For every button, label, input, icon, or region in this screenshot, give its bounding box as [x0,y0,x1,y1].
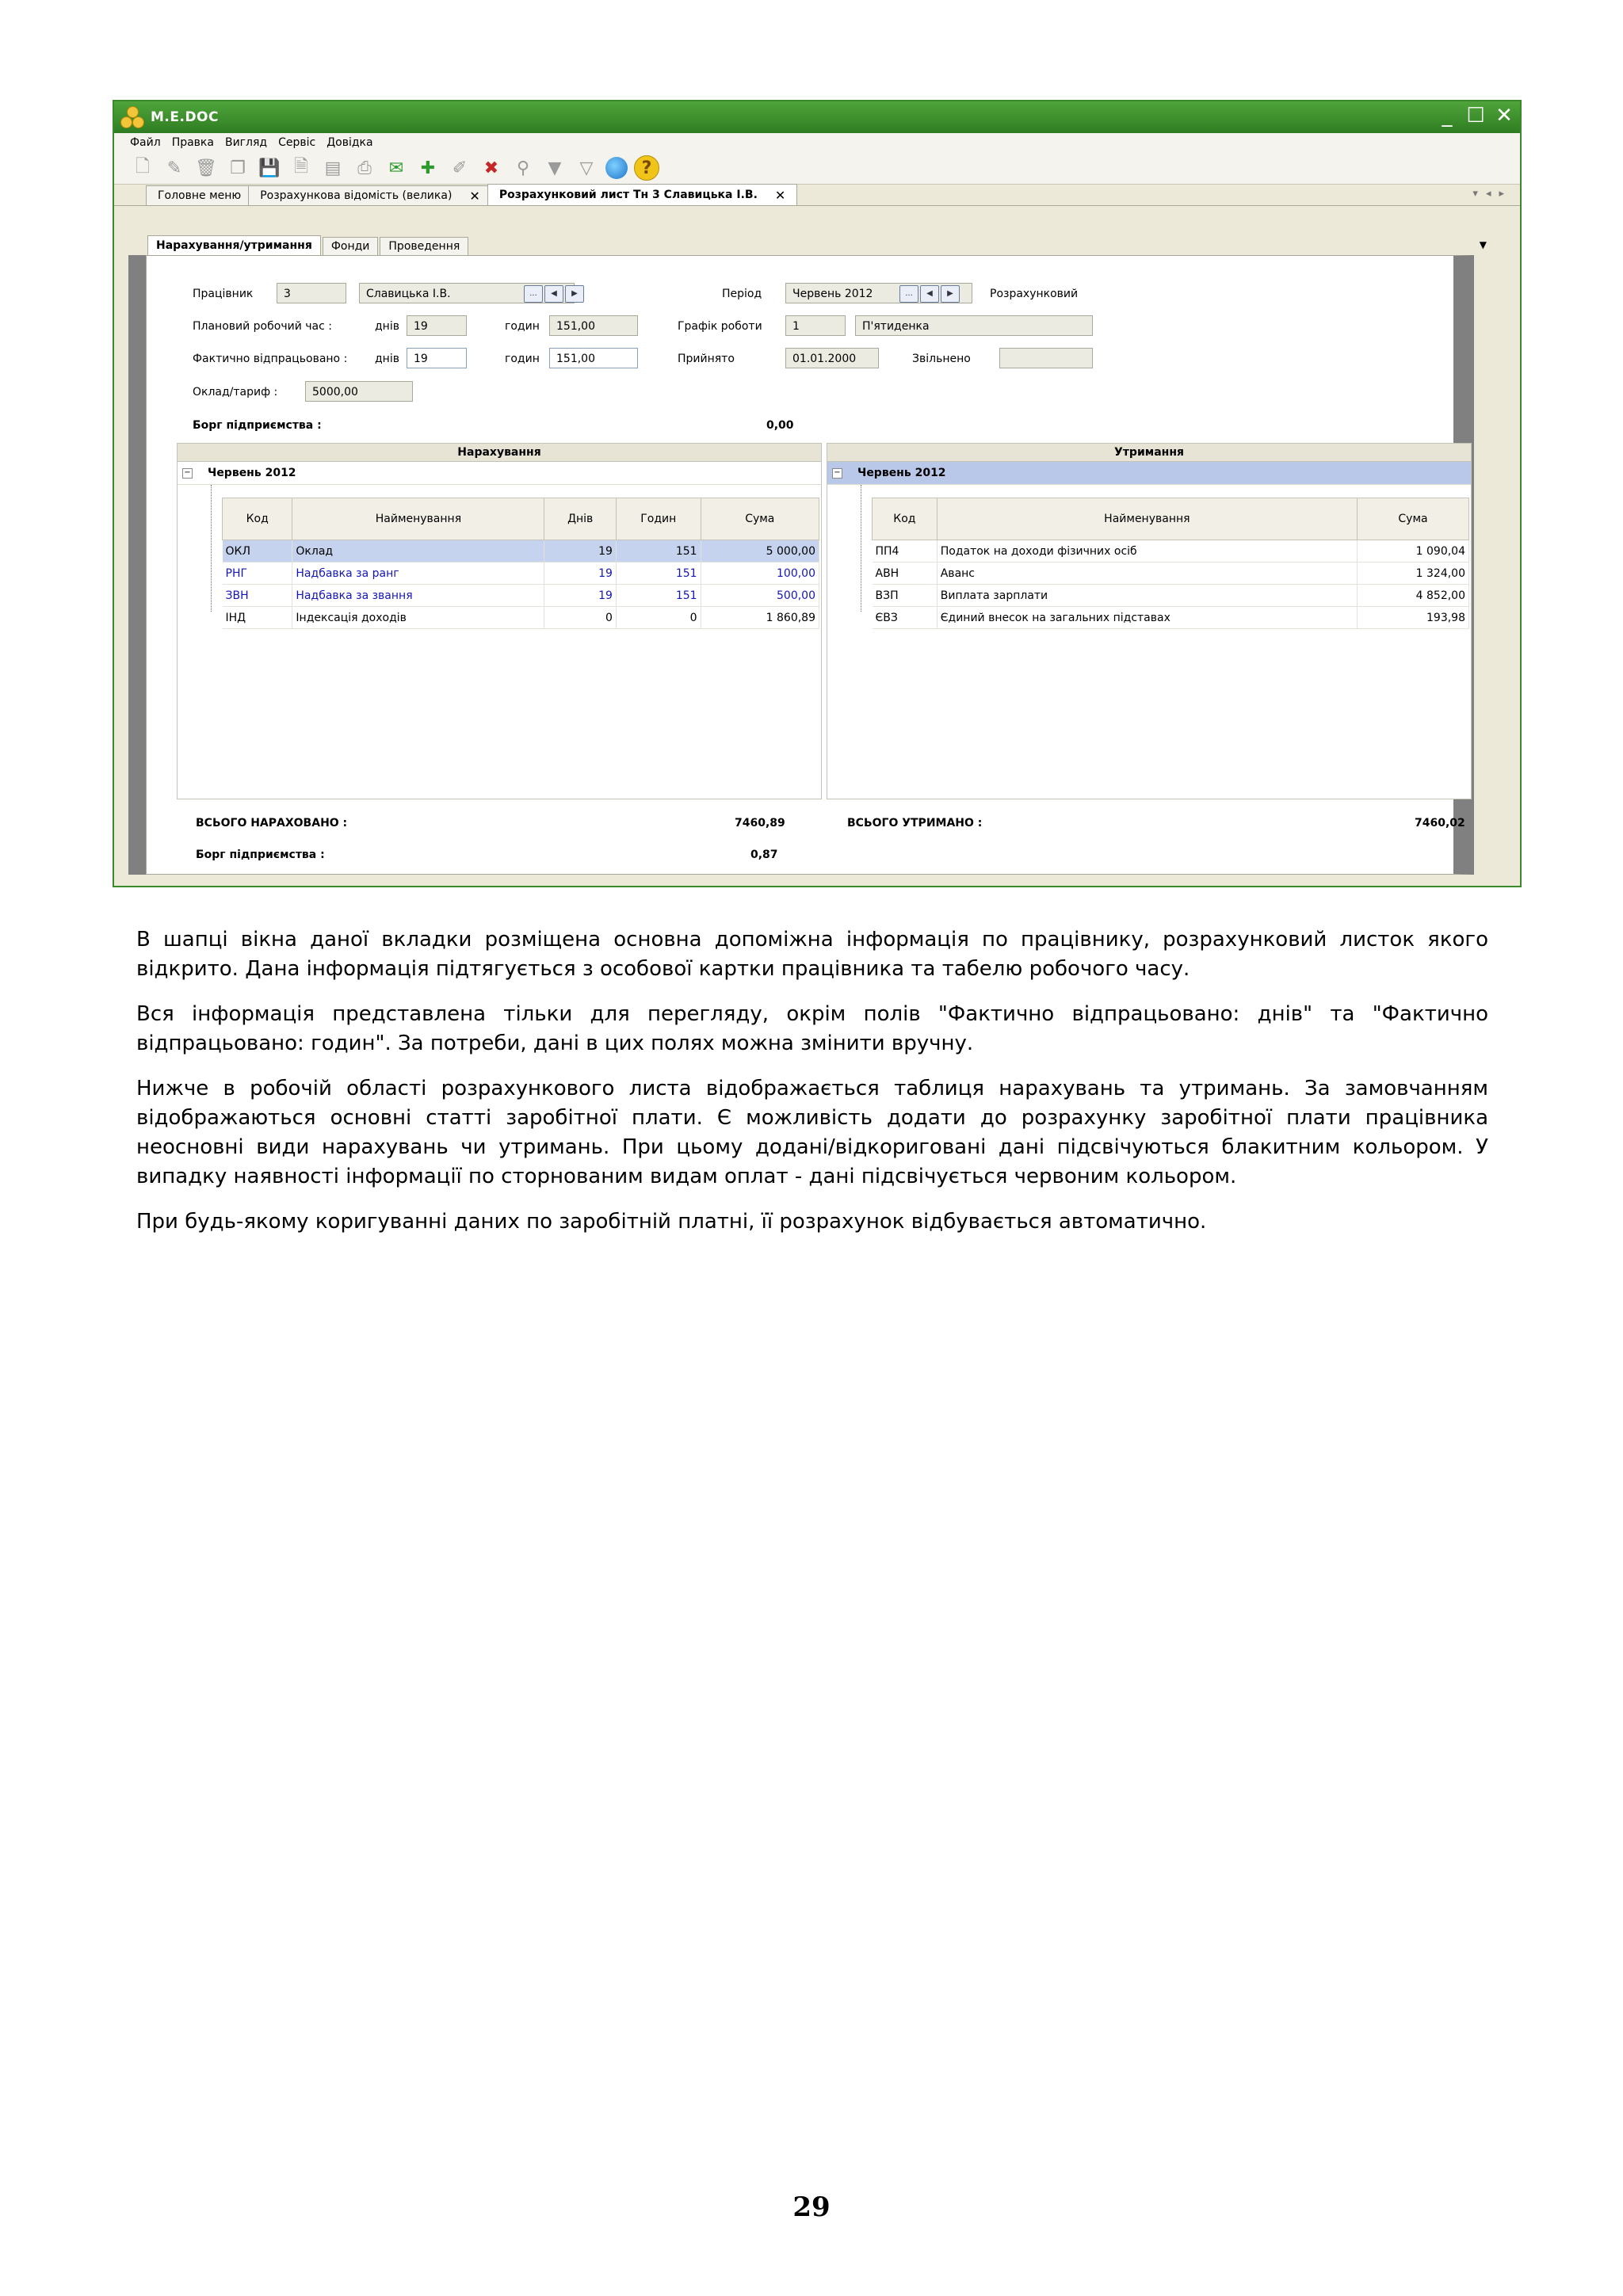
planned-time-label: Плановий робочий час : [193,320,332,333]
hired-label: Прийнято [678,353,735,365]
filter-icon[interactable]: ▼ [548,158,562,178]
paragraph-1: В шапці вікна даної вкладки розміщена основна допоміжна інформація по працівнику, розрахунковий листок якого відкрито. Дана інформація підтягується з особової картки працівника та табелю робочого часу. [136,928,1488,981]
page-number: 29 [792,2191,831,2223]
actual-time-label: Фактично відпрацьовано : [193,353,348,365]
total-accrued-label: ВСЬОГО НАРАХОВАНО : [196,817,348,830]
paragraph-3: Нижче в робочій області розрахункового листа відображається таблиця нарахувань та утримань. За замовчанням відображаються основні статті заробітної плати. Є можливість додати до розрахунку заробітної плати працівника неосновні види нарахувань чи утримань. При цьому додані/відкориговані дані підсвічуються блакитним кольором. У випадку наявності інформації по сторнованим видам оплат - дані підсвічується червоним кольором. [136,1077,1488,1188]
print-icon[interactable]: ⎙ [357,158,372,178]
deductions-grid [827,443,1472,799]
paragraph-2: Вся інформація представлена тільки для перегляду, окрім полів "Фактично відпрацьовано: днів" та "Фактично відпрацьовано: годин". За потреби, дані в цих полях можна змінити вручну. [136,1002,1488,1055]
salary-field: 5000,00 [305,381,413,402]
table-row[interactable]: РНГ Надбавка за ранг 19 151 100,00 [223,563,819,585]
column-header-name[interactable]: Найменування [937,498,1357,540]
tab-payslip[interactable]: Розрахунковий лист Тн 3 Славицька І.В. ✕ [487,184,797,205]
help-icon[interactable]: ? [634,155,659,181]
deductions-header: Утримання [827,444,1471,462]
table-row[interactable]: ІНД Індексація доходів 0 0 1 860,89 [223,607,819,629]
planned-hours-label: годин [505,320,540,333]
binoculars-icon[interactable]: ⚲ [516,158,530,178]
collapse-icon[interactable]: − [182,468,193,479]
fired-label: Звільнено [912,353,971,365]
menu-service[interactable]: Сервіс [278,136,316,149]
sub-tabs [128,235,1491,255]
column-header-name[interactable]: Найменування [292,498,544,540]
column-header-sum[interactable]: Сума [1358,498,1469,540]
actual-hours-label: годин [505,353,540,365]
report-icon[interactable]: ▤ [324,158,342,178]
maximize-icon[interactable]: ☐ [1466,104,1485,128]
tree-line [211,485,212,612]
tab-main-menu[interactable]: Головне меню [146,185,253,205]
save-icon[interactable]: 💾 [258,158,281,178]
collapse-icon[interactable]: − [832,468,842,479]
delete-doc-icon[interactable]: 🗑 [195,158,217,178]
prev-arrow-icon[interactable]: ◀ [544,285,563,303]
column-header-days[interactable]: Днів [544,498,616,540]
chevron-down-icon[interactable]: ▼ [1479,239,1487,250]
debt-value: 0,00 [766,419,794,432]
delete-row-icon[interactable]: ✖ [483,158,499,178]
edit-row-icon[interactable]: ✐ [452,158,468,178]
table-row[interactable]: ОКЛ Оклад 19 151 5 000,00 [223,540,819,563]
globe-icon[interactable] [605,157,628,179]
schedule-label: Графік роботи [678,320,762,333]
menu-help[interactable]: Довідка [327,136,373,149]
tab-funds[interactable]: Фонди [323,237,379,255]
next-arrow-icon[interactable]: ▶ [941,285,960,303]
prev-arrow-icon[interactable]: ◀ [920,285,939,303]
menu-view[interactable]: Вигляд [224,136,268,149]
column-header-sum[interactable]: Сума [701,498,819,540]
menu-file[interactable]: Файл [130,136,161,149]
accruals-group-row[interactable]: − Червень 2012 [178,462,821,485]
final-debt-value: 0,87 [750,849,778,861]
send-email-icon[interactable]: ✉ [388,158,404,178]
total-deducted-label: ВСЬОГО УТРИМАНО : [847,817,983,830]
accruals-table [222,498,819,629]
ellipsis-button[interactable]: ... [524,285,543,303]
tab-scroll-arrows-icon[interactable]: ▾◂▸ [1472,188,1512,200]
close-icon[interactable]: ✕ [1495,104,1513,128]
accruals-header: Нарахування [178,444,821,462]
paragraph-4: При будь-якому коригуванні даних по заробітній платні, її розрахунок відбувається автоматично. [136,1210,1207,1234]
actual-days-input[interactable]: 19 [407,348,467,368]
planned-hours-field: 151,00 [549,315,638,336]
schedule-name-field: П'ятиденка [855,315,1093,336]
edit-doc-icon[interactable]: ✎ [166,158,182,178]
toolbar [114,152,1520,185]
table-row[interactable]: ЄВЗ Єдиний внесок на загальних підставах 193,98 [873,607,1469,629]
title-bar [114,101,1520,133]
print-preview-icon[interactable]: 🗎 [294,157,308,177]
payslip-view [128,235,1491,875]
period-type-label: Розрахунковий [990,288,1079,300]
table-row[interactable]: ПП4 Податок на доходи фізичних осіб 1 090,04 [873,540,1469,563]
tab-postings[interactable]: Проведення [380,237,468,255]
app-window [113,100,1522,887]
actual-hours-input[interactable]: 151,00 [549,348,638,368]
table-row[interactable]: АВН Аванс 1 324,00 [873,563,1469,585]
column-header-code[interactable]: Код [223,498,292,540]
tab-payroll-sheet[interactable]: Розрахункова відомість (велика) ✕ [248,185,492,205]
column-header-hours[interactable]: Годин [616,498,701,540]
minimize-icon[interactable]: _ [1442,104,1453,128]
form-panel [146,255,1474,875]
period-label: Період [722,288,762,300]
accruals-grid [177,443,822,799]
close-tab-icon[interactable]: ✕ [469,188,480,204]
total-accrued-value: 7460,89 [735,817,785,830]
document-tabs [114,185,1520,206]
employee-name-field: Славицька І.В. [359,283,575,303]
close-tab-icon[interactable]: ✕ [774,187,786,203]
copy-doc-icon[interactable]: ❐ [230,158,246,178]
menu-bar [114,133,1520,152]
menu-edit[interactable]: Правка [171,136,214,149]
debt-label: Борг підприємства : [193,419,322,432]
final-debt-label: Борг підприємства : [196,849,325,861]
new-doc-icon[interactable]: 🗋 [136,157,150,177]
employee-number-field: 3 [277,283,346,303]
employee-label: Працівник [193,288,254,300]
medoc-logo-icon [120,106,144,128]
deductions-table [872,498,1469,629]
actual-days-label: днів [375,353,399,365]
next-arrow-icon[interactable]: ▶ [565,285,584,303]
ellipsis-button[interactable]: ... [899,285,918,303]
hired-date-field: 01.01.2000 [785,348,879,368]
total-deducted-value: 7460,02 [1415,817,1465,830]
add-row-icon[interactable]: ✚ [420,158,436,178]
deductions-group-row[interactable]: − Червень 2012 [827,462,1471,485]
window-title: M.E.DOC [151,109,219,125]
planned-days-label: днів [375,320,399,333]
planned-days-field: 19 [407,315,467,336]
salary-label: Оклад/тариф : [193,386,278,399]
column-header-code[interactable]: Код [873,498,938,540]
filter-clear-icon[interactable]: ▽ [579,158,594,178]
schedule-code-field: 1 [785,315,846,336]
table-row[interactable]: ВЗП Виплата зарплати 4 852,00 [873,585,1469,607]
tab-accruals-deductions[interactable]: Нарахування/утримання [147,235,321,255]
fired-date-field [999,348,1093,368]
period-field: Червень 2012 [785,283,972,303]
table-row[interactable]: ЗВН Надбавка за звання 19 151 500,00 [223,585,819,607]
